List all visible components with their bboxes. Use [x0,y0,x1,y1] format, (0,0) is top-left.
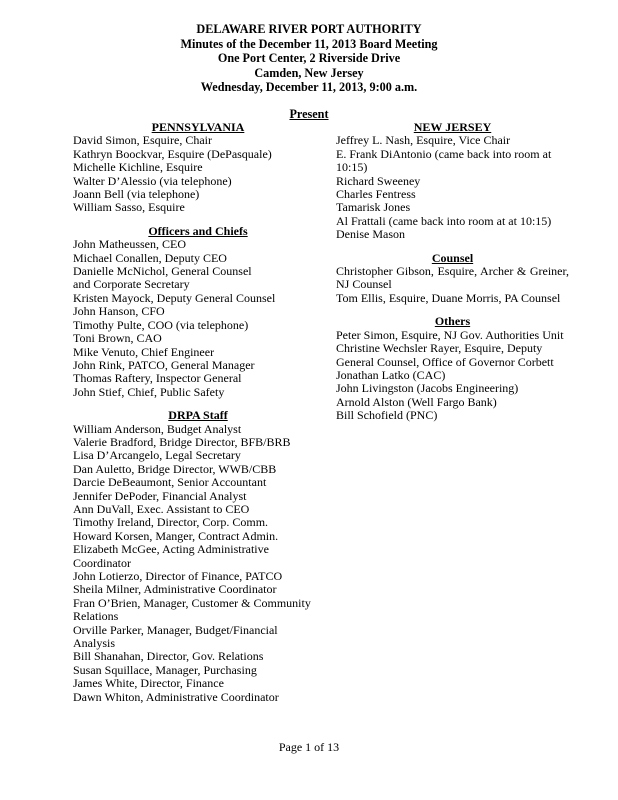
list-item: Joann Bell (via telephone) [73,187,200,202]
organization-name: DELAWARE RIVER PORT AUTHORITY [196,22,422,36]
list-item: Michael Conallen, Deputy CEO [73,250,227,265]
list-item: Howard Korsen, Manger, Contract Admin. [73,528,279,543]
list-item: Mike Venuto, Chief Engineer [73,344,215,359]
right-column [336,121,569,423]
meeting-datetime: Wednesday, December 11, 2013, 9:00 a.m. [200,80,418,94]
list-item: Fran O’Brien, Manager, Customer & Community Relations [73,595,311,624]
list-item: Lisa D’Arcangelo, Legal Secretary [73,448,241,463]
officers-list [73,238,323,399]
list-item: Valerie Bradford, Bridge Director, BFB/BRB [73,434,291,449]
list-item: Kathryn Boockvar, Esquire (DePasquale) [73,146,272,161]
list-item: E. Frank DiAntonio (came back into room at 10:15) [336,146,552,175]
list-item: John Rink, PATCO, General Manager [73,357,255,372]
list-item: and Corporate Secretary [73,277,190,292]
list-item: Timothy Ireland, Director, Corp. Comm. [73,515,269,530]
list-item: David Simon, Esquire, Chair [73,133,212,148]
document-header [0,22,618,95]
list-item: Susan Squillace, Manager, Purchasing [73,662,257,677]
staff-heading: DRPA Staff [168,408,228,423]
pennsylvania-heading: PENNSYLVANIA [151,120,245,134]
list-item: Sheila Milner, Administrative Coordinator [73,582,277,597]
document-title: Minutes of the December 11, 2013 Board Meeting [180,36,438,51]
meeting-city: Camden, New Jersey [254,65,364,80]
list-item: Thomas Raftery, Inspector General [73,371,242,386]
list-item: Ann DuVall, Exec. Assistant to CEO [73,501,250,516]
others-heading: Others [434,314,471,329]
list-item: Arnold Alston (Well Fargo Bank) [336,394,497,409]
present-heading: Present [289,107,329,121]
list-item: William Anderson, Budget Analyst [73,421,242,436]
officers-heading: Officers and Chiefs [148,223,248,238]
new-jersey-list [336,134,569,241]
list-item: Walter D’Alessio (via telephone) [73,173,232,188]
list-item: Michelle Kichline, Esquire [73,160,203,175]
list-item: William Sasso, Esquire [73,200,185,215]
list-item: Danielle McNichol, General Counsel [73,264,252,279]
meeting-address: One Port Center, 2 Riverside Drive [217,51,401,65]
list-item: John Stief, Chief, Public Safety [73,384,225,399]
list-item: Tom Ellis, Esquire, Duane Morris, PA Counsel [336,290,561,305]
list-item: Jeffrey L. Nash, Esquire, Vice Chair [336,133,511,148]
list-item: Toni Brown, CAO [73,331,162,346]
list-item: Orville Parker, Manager, Budget/Financial Analysis [73,622,278,651]
list-item: Charles Fentress [336,187,416,202]
list-item: Tamarisk Jones [336,200,411,215]
new-jersey-heading: NEW JERSEY [413,120,492,134]
list-item: John Hanson, CFO [73,304,165,319]
list-item: Kristen Mayock, Deputy General Counsel [73,290,276,305]
others-list [336,329,569,423]
list-item: Bill Schofield (PNC) [336,408,438,423]
list-item: Peter Simon, Esquire, NJ Gov. Authorities Unit [336,327,564,342]
list-item: Dan Auletto, Bridge Director, WWB/CBB [73,461,277,476]
counsel-list [336,265,569,305]
list-item: Dawn Whiton, Administrative Coordinator [73,689,279,704]
staff-list [73,423,323,705]
list-item: Richard Sweeney [336,173,421,188]
list-item: John Lotierzo, Director of Finance, PATCO [73,569,283,583]
list-item: Christopher Gibson, Esquire, Archer & Greiner, NJ Counsel [336,264,569,292]
list-item: Jonathan Latko (CAC) [336,367,446,382]
counsel-heading: Counsel [431,250,474,265]
page-number: Page 1 of 13 [278,740,340,754]
list-item: Elizabeth McGee, Acting Administrative Coordinator [73,542,269,570]
list-item: John Matheussen, CEO [73,237,186,252]
list-item: James White, Director, Finance [73,676,224,691]
list-item: Bill Shanahan, Director, Gov. Relations [73,649,264,664]
list-item: Al Frattali (came back into room at at 10:15) [336,213,552,228]
list-item: John Livingston (Jacobs Engineering) [336,381,519,396]
list-item: Denise Mason [336,227,405,242]
left-column [73,121,323,704]
pennsylvania-list [73,134,323,214]
list-item: Jennifer DePoder, Financial Analyst [73,488,247,503]
list-item: Darcie DeBeaumont, Senior Accountant [73,475,267,490]
list-item: Christine Wechsler Rayer, Esquire, Deputy General Counsel, Office of Governor Corbett [336,341,554,369]
list-item: Timothy Pulte, COO (via telephone) [73,317,249,332]
